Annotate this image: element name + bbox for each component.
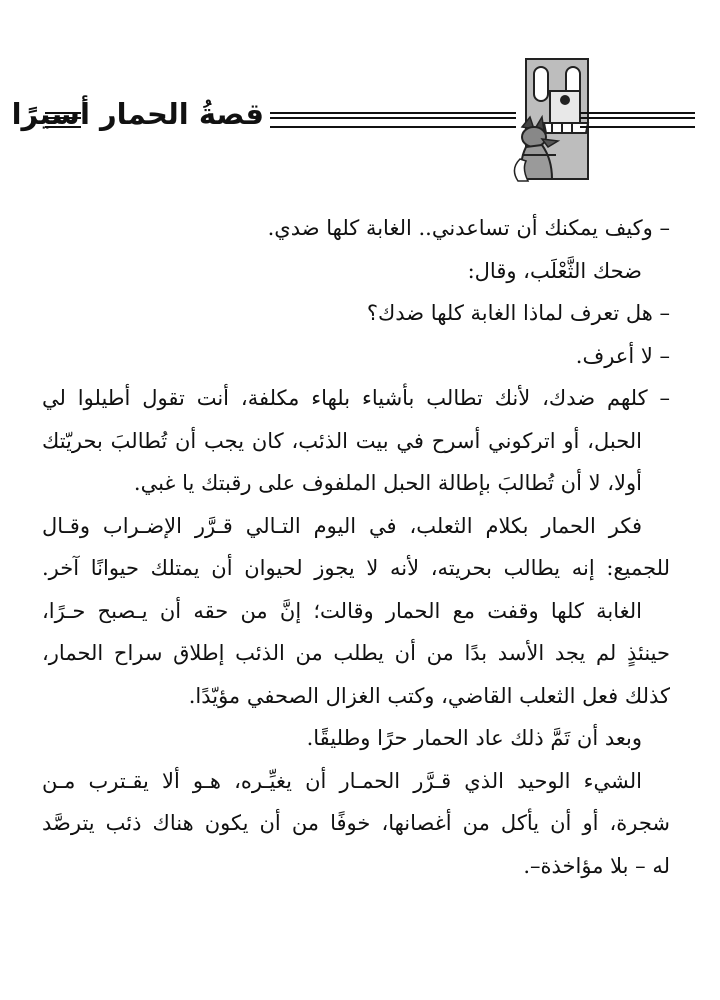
text-line: كذلك فعل الثعلب القاضي، وكتب الغزال الصحفي مؤيّدًا.: [188, 683, 670, 708]
text-line: للجميع: إنه يطالب بحريته، لأنه لا يجوز لحيوان أن يمتلك حيوانًا آخر.: [42, 556, 670, 580]
text-line: الحبل، أو اتركوني أسرح في بيت الذئب، كان يجب أن تُطالبَ بحريّتك: [42, 428, 642, 453]
text-line: – هل تعرف لماذا الغابة كلها ضدك؟: [366, 301, 670, 325]
story-text: [42, 207, 670, 887]
text-line: فكر الحمار بكلام الثعلب، في اليوم التـالي قـرَّر الإضـراب وقـال: [42, 513, 642, 538]
text-line: – لا أعرف.: [575, 343, 670, 368]
text-line: الغابة كلها وقفت مع الحمار وقالت؛ إنَّ من حقه أن يـصبح حـرًا،: [42, 598, 642, 623]
text-line: له – بلا مؤاخذة–.: [523, 853, 670, 878]
text-line: الشيء الوحيد الذي قـرَّر الحمـار أن يغيِّـره، هـو ألا يقـترب مـن: [42, 768, 642, 793]
text-line: – كلهم ضدك، لأنك تطالب بأشياء بلهاء مكلفة، أنت تقول أطيلوا لي: [42, 386, 670, 410]
chapter-header: [0, 55, 720, 195]
text-line: حينئذٍ لم يجد الأسد بدًا من أن يطلب من الذئب إطلاق سراح الحمار،: [42, 641, 670, 665]
text-line: – وكيف يمكنك أن تساعدني.. الغابة كلها ضدي.: [267, 216, 670, 240]
text-line: ضحك الثَّعْلَب، وقال:: [467, 258, 642, 283]
decorative-rule-middle: [270, 112, 516, 128]
text-line: أولا، لا أن تُطالبَ بإطالة الحبل الملفوف على رقبتك يا غبي.: [133, 471, 642, 495]
text-line: وبعد أن تَمَّ ذلك عاد الحمار حرًا وطليقًا.: [306, 726, 642, 750]
text-line: شجرة، أو أن يأكل من أغصانها، خوفًا من أن يكون هناك ذئب يترصَّد: [42, 811, 670, 835]
chapter-title: قصةُ الحمار أسيرًا: [11, 97, 264, 131]
decorative-rule-right: [580, 112, 695, 128]
